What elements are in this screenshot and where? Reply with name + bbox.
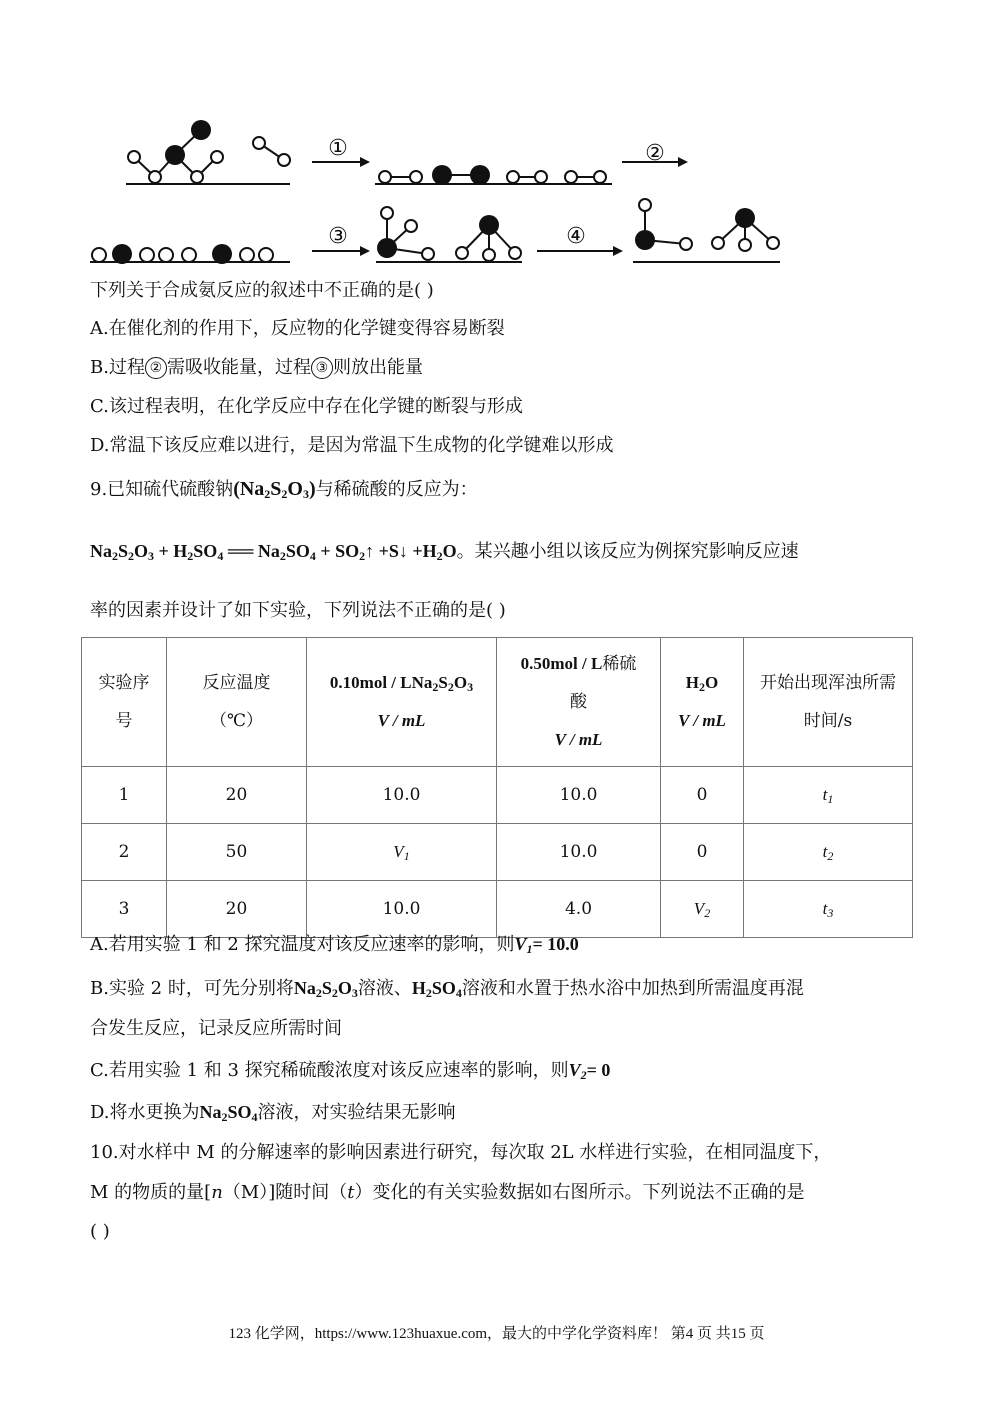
col-header-exp-no: 实验序 号 <box>82 638 167 767</box>
col-header-temp: 反应温度 （℃） <box>167 638 307 767</box>
step-1-label: ① <box>328 136 348 161</box>
experiment-table <box>81 637 913 938</box>
q9-equation-line: $Na_2S_2O_3 + H_2SO_4$ ══ $Na_2SO_4$ + $SO_2↑$ +S↓ $+H_2O$。某兴趣小组以该反应为例探究影响反应速 <box>90 541 799 563</box>
q8-option-b: B.过程 ② 需吸收能量，过程 ③ 则放出能量 <box>90 357 423 378</box>
col-header-h2so4: 0.50mol / L稀硫 酸 V / mL <box>497 638 661 767</box>
table-row: 2 50 $V_1$ 10.0 0 $t_2$ <box>82 824 913 881</box>
step-4-label: ④ <box>566 224 586 249</box>
page-footer: 123 化学网，https://www.123huaxue.com，最大的中学化学资料库！ 第4 页 共15 页 <box>228 1326 765 1342</box>
q9-option-a: A.若用实验 1 和 2 探究温度对该反应速率的影响，则$V_1= 10.0$ <box>90 934 579 956</box>
col-header-na2s2o3: $0.10mol / LNa_2S_2O_3$ V / mL <box>307 638 497 767</box>
table-header-row <box>82 638 913 767</box>
q8-option-d: D.常温下该反应难以进行，是因为常温下生成物的化学键难以形成 <box>90 435 614 456</box>
reaction-equation: $Na_2S_2O_3 + H_2SO_4$ ══ $Na_2SO_4$ + $SO_2↑$ +S↓ $+H_2O$ <box>90 541 457 563</box>
col-header-time: 开始出现浑浊所需 时间/s <box>744 638 913 767</box>
step-3-label: ③ <box>328 224 348 249</box>
q10-line1: 10.对水样中 M 的分解速率的影响因素进行研究，每次取 2L 水样进行实验，在相同温度下， <box>90 1142 832 1163</box>
q9-option-c: C.若用实验 1 和 3 探究稀硫酸浓度对该反应速率的影响，则$V_2= 0$ <box>90 1060 611 1082</box>
q8-option-c: C.该过程表明，在化学反应中存在化学键的断裂与形成 <box>90 396 523 417</box>
step-3-mark: ③ <box>311 357 333 379</box>
q10-line3: ( ) <box>90 1221 110 1242</box>
q9-stem-cont: 率的因素并设计了如下实验，下列说法不正确的是( ) <box>90 600 506 621</box>
step-2-label: ② <box>645 141 665 166</box>
q9-option-b-line2: 合发生反应，记录反应所需时间 <box>90 1018 342 1039</box>
q8-option-a: A.在催化剂的作用下，反应物的化学键变得容易断裂 <box>90 318 505 339</box>
reaction-mechanism-diagram <box>0 0 993 280</box>
q9-option-b-line1: B.实验 2 时，可先分别将$Na_2S_2O_3$溶液、$H_2SO_4$溶液和水置于热水浴中加热到所需温度再混 <box>90 978 804 1000</box>
table-row: 1 20 10.0 10.0 0 $t_1$ <box>82 767 913 824</box>
q8-stem: 下列关于合成氨反应的叙述中不正确的是( ) <box>90 280 434 301</box>
q9-option-d: D.将水更换为$Na_2SO_4$溶液，对实验结果无影响 <box>90 1102 456 1124</box>
col-header-water: $H_2O$ V / mL <box>661 638 744 767</box>
step-2-mark: ② <box>145 357 167 379</box>
table-row: 3 20 10.0 4.0 $V_2$ $t_3$ <box>82 881 913 938</box>
q10-line2: M 的物质的量[n（M）]随时间（t）变化的有关实验数据如右图所示。下列说法不正确的是 <box>90 1182 805 1203</box>
q9-intro: 9.已知硫代硫酸钠$(Na_2S_2O_3)$与稀硫酸的反应为： <box>90 478 478 501</box>
